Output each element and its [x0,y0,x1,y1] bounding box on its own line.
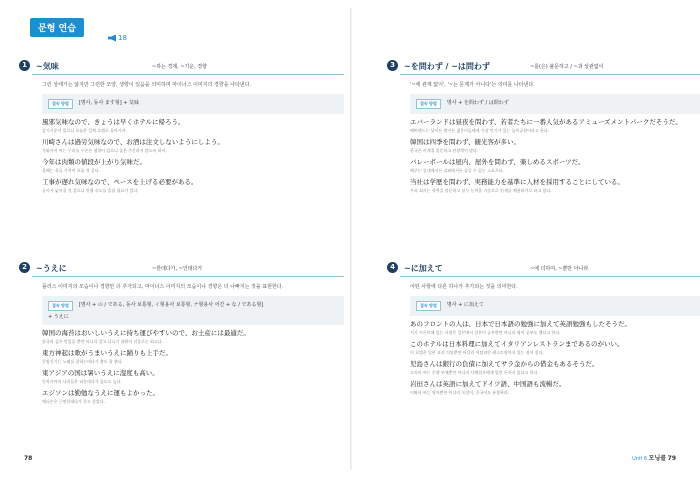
section-subtitle: ~한데다가, ~인데다가 [152,266,203,272]
section-header [22,260,344,277]
example-jp: 韓国の海苔はおいしいうえに持ち運びやすいので、お土産には最適だ。 [42,329,250,337]
example-jp: 岩田さんは英語に加えてドイツ語、中国語も流暢だ。 [410,380,566,388]
example-jp: このホテルは日本料理に加えてイタリアンレストランまであるのがいい。 [410,340,624,348]
section-intro: '~에 관계 없이', '~는 문제가 아니다'는 의미를 나타낸다. [410,82,535,88]
section-header [390,58,700,75]
pattern-text: [명사, 동사 ます형] + 気味 [78,100,140,106]
example-jp: 今年は肉類の値段が上がり気味だ。 [42,158,146,166]
unit-label [632,453,676,462]
example-jp: 川崎さんは過労気味なので、お酒は注文しないようにしよう。 [42,138,224,146]
pattern-box [42,296,344,325]
example [410,320,700,336]
unit-title: 모닝콜 [648,455,667,462]
example-jp: 児島さんは銀行の負債に加えてサラ金からの借金もあるそうだ。 [410,360,599,368]
example-jp: 東アジアの国は暑いうえに湿度も高い。 [42,369,159,377]
example [42,349,344,365]
pattern-section-2 [22,260,344,405]
pattern-box [410,94,700,114]
pattern-tag: 접속 방법 [416,99,441,109]
example-kr: 동방신기는 노래를 잘하는데다가 춤도 잘 춘다. [42,359,124,364]
pattern-tag: 접속 방법 [48,99,73,109]
pattern-text-suffix: + うえに [48,314,69,320]
example-kr: 고지마 씨는 은행 부채뿐만 아니라 사채업자에게 빌린 돈까지 있다고 한다. [410,370,539,375]
example [410,178,700,194]
section-intro: 어떤 사항에 다른 하나가 추가되는 것을 의미한다. [410,284,518,290]
example [42,138,344,154]
section-header [22,58,344,75]
example [410,340,700,356]
example-jp: 風邪気味なので、きょうは早くホテルに帰ろう。 [42,118,185,126]
example-jp: あのフロントの人は、日本で日本語の勉強に加えて英語勉強もしたそうだ。 [410,320,631,328]
pattern-tag: 접속 방법 [416,301,441,311]
example-kr: 에디슨은 근면한데다가 운도 좋았다. [42,399,106,404]
example-kr: 이와타 씨는 영어뿐만 아니라 독일어, 중국어도 유창하다. [410,390,510,395]
page-number-left: 78 [24,455,33,462]
example [410,380,700,396]
section-intro: 그런 상태가는 않지만 그런한 모양, 생향이 있음을 의미하며 마이너스 이미지의 경향을 나타낸다. [42,82,252,88]
pattern-text: [명사 + の / である, 동사 보통형, イ형용사 보통형, ナ형용사 어간 + な / である형] [78,302,264,308]
pattern-section-3 [390,58,700,194]
unit-number: Unit 6 [632,456,648,462]
example-kr: 우리 회사는 학력을 불문하고 실무 능력을 기준으로 인재를 채용하기로 하고 있다. [410,188,552,193]
example [410,118,700,134]
example-jp: 東方神起は歌がうまいうえに踊りも上手だ。 [42,349,172,357]
section-title: ~うえに [36,264,67,273]
example-kr: 공사가 늦어질 것 같으니 진행 속도를 올릴 필요가 있다. [42,188,139,193]
example-kr: 한국은 사계절 불문하고 관광객이 많다. [410,148,479,153]
section-number: 4 [387,262,398,273]
example [410,158,700,174]
audio-track[interactable] [108,34,127,42]
pattern-box [42,94,344,114]
example [42,329,344,345]
example-jp: 工事が遅れ気味なので、ペースを上げる必要がある。 [42,178,198,186]
page-gutter [350,8,352,470]
section-title: ~気味 [36,62,59,71]
example-kr: 가와사키 씨는 무리를 무슨은 생향이 있으니 술은 주문하지 않도록 하자. [42,148,167,153]
audio-track-number: 18 [118,34,127,42]
example-jp: バレーボールは屋内、屋外を問わず、楽しめるスポーツだ。 [410,158,585,166]
example-jp: 韓国は四季を問わず、観光客が多い。 [410,138,520,146]
page-number-right: 79 [667,455,676,462]
example-kr: 이 호텔은 일본 요리 식당뿐만 아니라 이탈리안 레스토랑까지 있는 점이 좋다. [410,350,544,355]
section-title: ~に加えて [404,264,443,273]
pattern-box [410,296,700,316]
example-kr: 동아시아의 나라들은 더운데다가 습도도 높다. [42,379,122,384]
speaker-icon [108,35,116,42]
example [42,369,344,385]
section-number: 3 [387,60,398,71]
example [42,389,344,405]
pattern-section-4 [390,260,700,396]
section-subtitle: ~에 더하여, ~뿐만 아니라 [530,266,589,272]
book-spread [8,8,692,470]
example [42,118,344,134]
section-badge: 문형 연습 [30,18,84,37]
section-subtitle: ~하는 경계, ~기운, 경향 [152,64,207,70]
pattern-text: 명사 + に加えて [446,302,484,308]
example-kr: 한국의 김은 맛있을 뿐만 아니라 갖고 다니기 쉬워서 선물로는 최고다. [42,339,163,344]
example [42,158,344,174]
example-kr: 감기기운이 있으니 오늘은 일찍 호텔로 돌아가자. [42,128,127,133]
section-number: 1 [19,60,30,71]
section-header [390,260,700,277]
example-jp: 当社は学歴を問わず、実務能力を基準に人材を採用することにしている。 [410,178,624,186]
example-jp: エバーランドは昼夜を問わず、若者たちに一番人気があるアミューズメントパークだそうだ。 [410,118,682,126]
section-number: 2 [19,262,30,273]
example-kr: 저기 프론트에 있는 사람은 일본에서 일본어 공부뿐만 아니라 영어 공부도 했다고 한다. [410,330,561,335]
example-kr: 올해는 육류 가격이 오를 것 같다. [42,168,100,173]
section-title: ~を問わず / ~は問わず [404,62,490,71]
example-kr: 에버랜드는 낮이든 밤이든 젊은이들에게 가장 인기가 있는 놀이공원이라고 한다. [410,128,549,133]
pattern-text: 명사 + を問わず / は問わず [446,100,509,106]
pattern-tag: 접속 방법 [48,301,73,311]
example [410,360,700,376]
example [42,178,344,194]
section-subtitle: ~를(은) 불문하고 / ~과 상관없이 [530,64,604,70]
pattern-section-1 [22,58,344,194]
section-intro: 플러스 이미지의 모습이나 경향만 더 추가되고, 마이너스 이미지의 모습이나 경향은 더 나빠지는 것을 표현한다. [42,284,284,290]
example-jp: エジソンは勤勉なうえに運もよかった。 [42,389,159,397]
example [410,138,700,154]
example-kr: 배구는 실내에서든 실외에서든 즐길 수 있는 스포츠다. [410,168,504,173]
